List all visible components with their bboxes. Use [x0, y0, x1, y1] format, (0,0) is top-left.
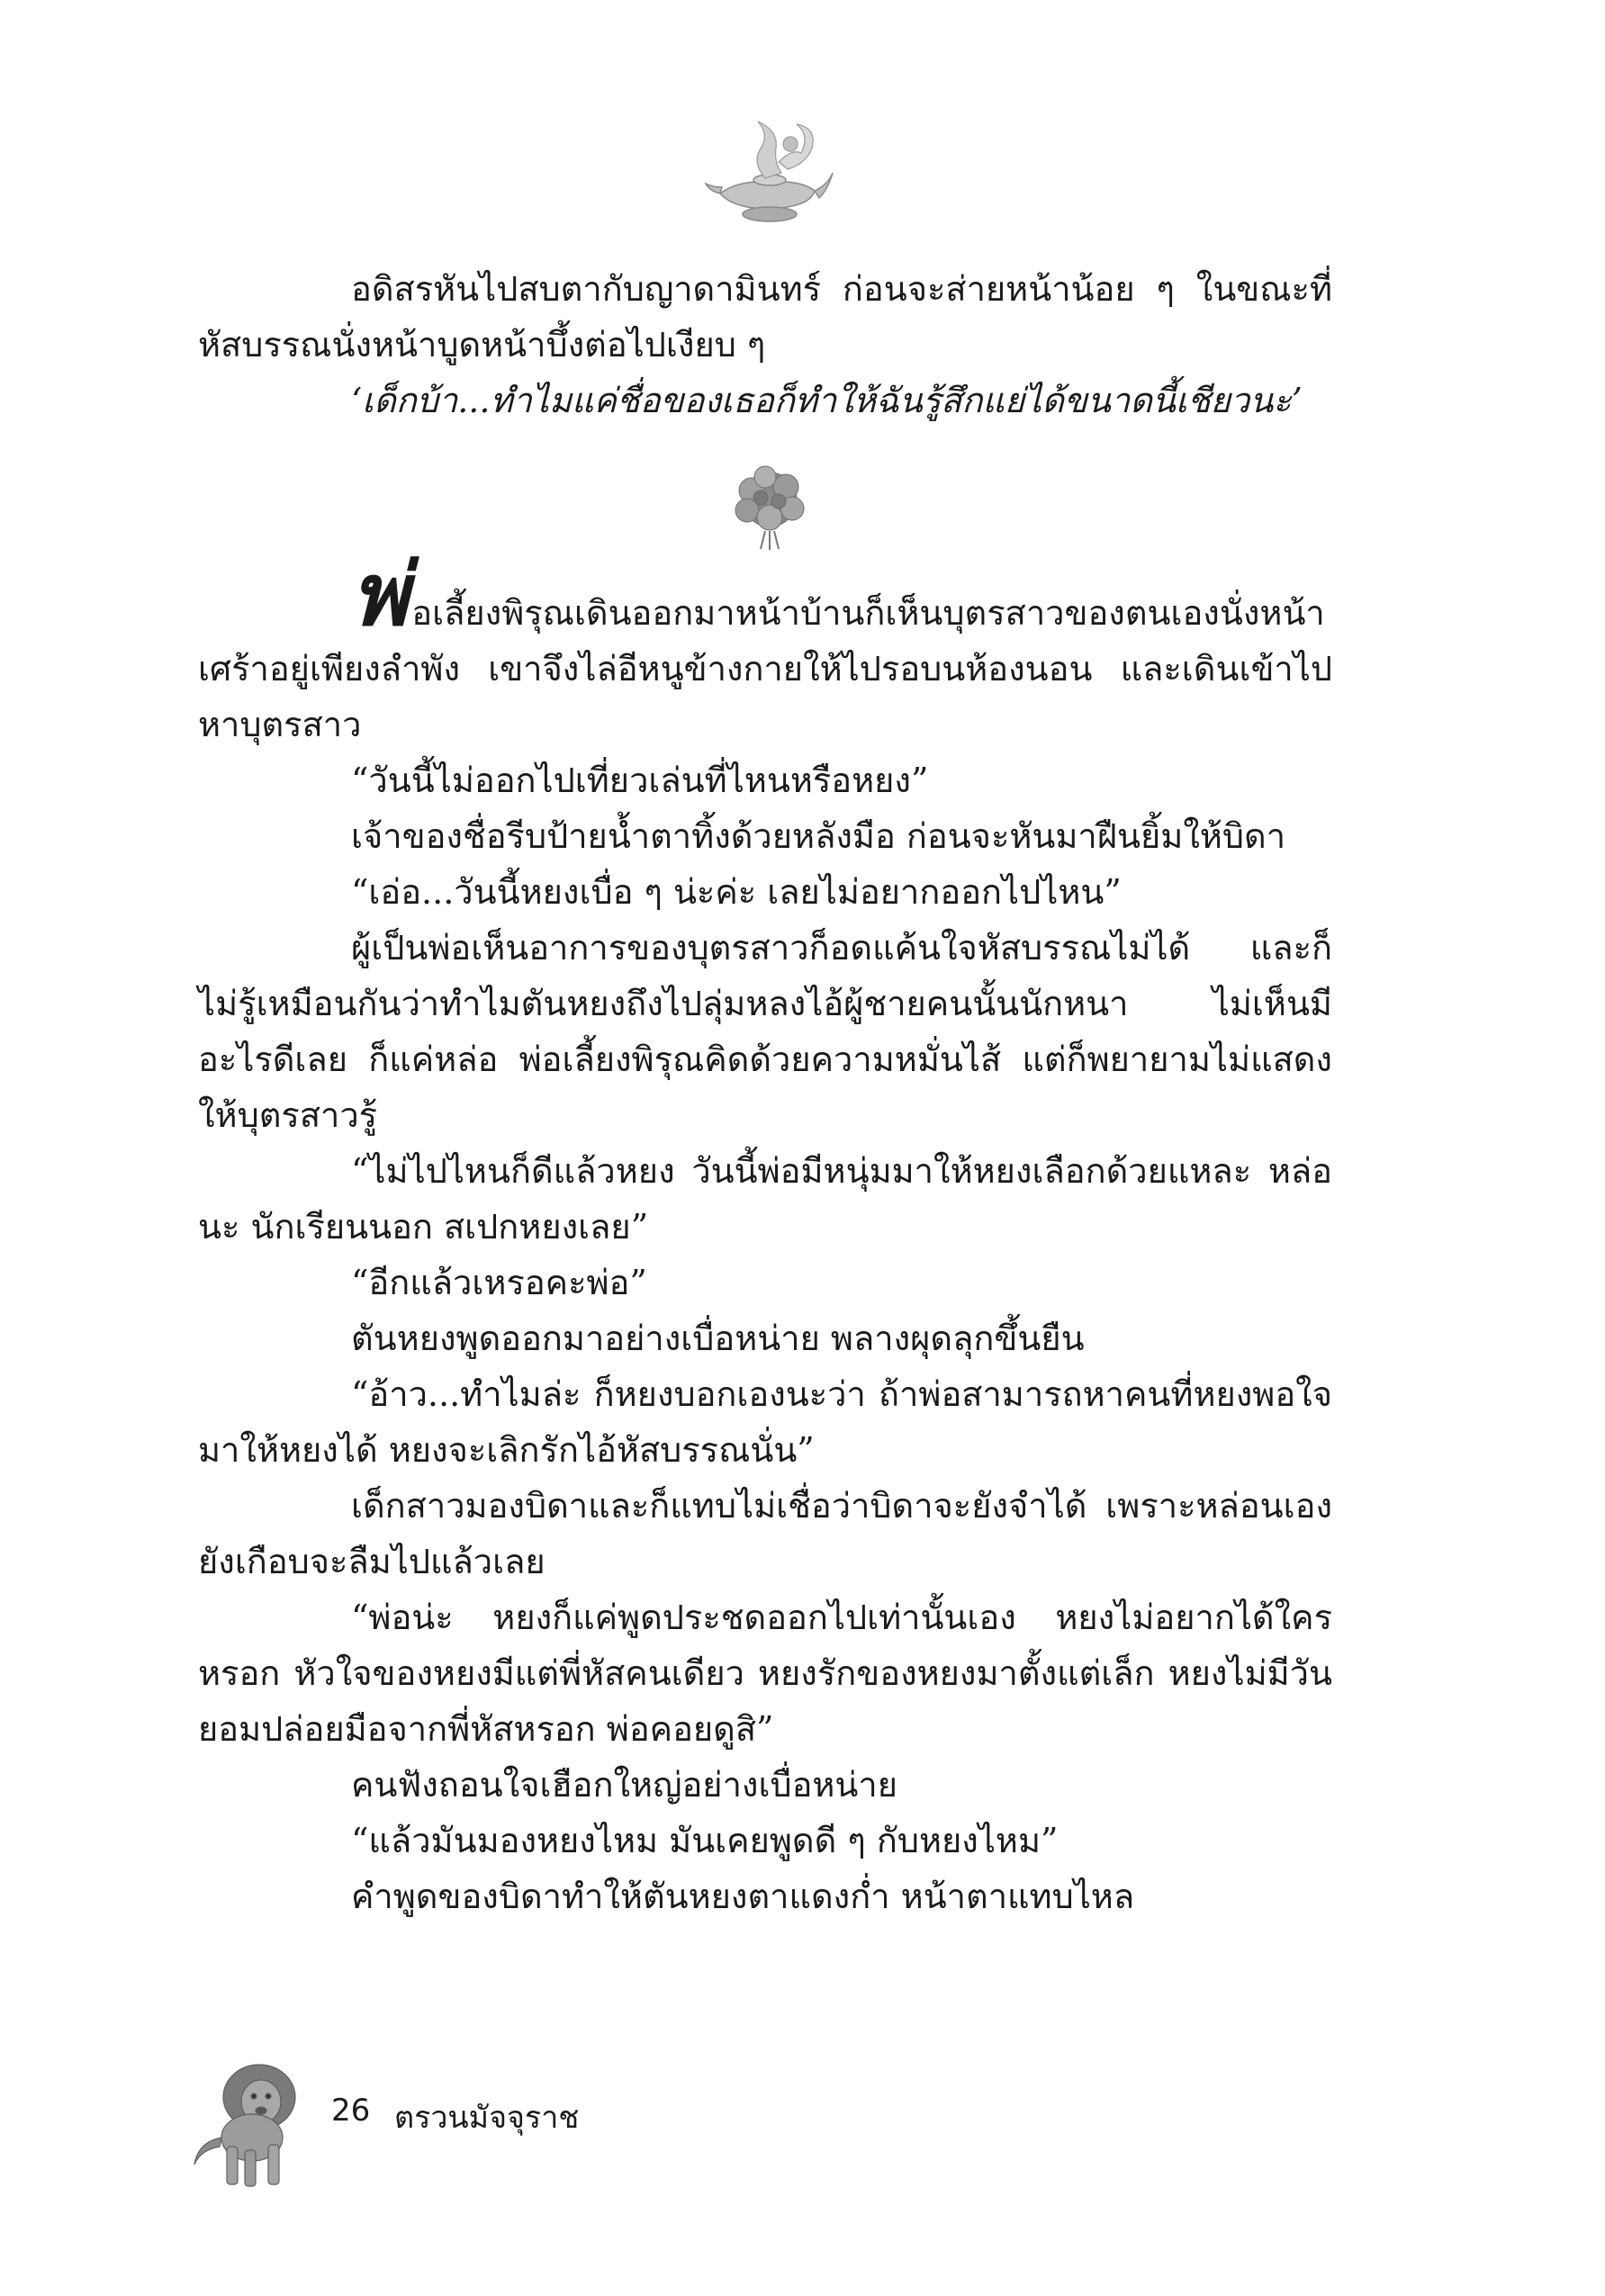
drop-cap: พ่	[351, 544, 409, 645]
dialogue-line: “แล้วมันมองหยงไหม มันเคยพูดดี ๆ กับหยงไหม”	[351, 1821, 1059, 1860]
paragraph: เด็กสาวมองบิดาและก็แทบไม่เชื่อว่าบิดาจะยังจำได้ เพราะหล่อนเองยังเกือบจะลืมไปแล้วเลย	[198, 1486, 1332, 1581]
dialogue-paragraph: “ไม่ไปไหนก็ดีแล้วหยง วันนี้พ่อมีหนุ่มมาให้หยงเลือกด้วยแหละ หล่อนะ นักเรียนนอก สเปกหยงเลย”	[198, 1151, 1332, 1247]
narration-line: ตันหยงพูดออกมาอย่างเบื่อหน่าย พลางผุดลุกขึ้นยืน	[351, 1319, 1085, 1358]
opening-passage	[198, 261, 1332, 428]
dialogue-paragraph: “อ้าว...ทำไมล่ะ ก็หยงบอกเองนะว่า ถ้าพ่อสามารถหาคนที่หยงพอใจมาให้หยงได้ หยงจะเลิกรักไอ้หัสบรรณนั่น”	[198, 1374, 1332, 1470]
dialogue-line: “เอ่อ...วันนี้หยงเบื่อ ๆ น่ะค่ะ เลยไม่อยากออกไปไหน”	[351, 872, 1122, 912]
dialogue-line: “อีกแล้วเหรอคะพ่อ”	[351, 1263, 647, 1302]
page-footer	[189, 2057, 819, 2201]
narration-line: คำพูดของบิดาทำให้ตันหยงตาแดงก่ำ หน้าตาแทบไหล	[351, 1877, 1135, 1916]
paragraph: ผู้เป็นพ่อเห็นอาการของบุตรสาวก็อดแค้นใจหัสบรรณไม่ได้ และก็ไม่รู้เหมือนกันว่าทำไมตันหยงถึงไปลุ่มหลงไอ้ผู้ชายคนนั้นนักหนา ไม่เห็นมีอะไรดีเลย ก็แค่หล่อ พ่อเลี้ยงพิรุณคิดด้วยความหมั่นไส้ แต่ก็พยายามไม่แสดงให้บุตรสาวรู้	[198, 928, 1332, 1135]
dialogue-paragraph: “พ่อน่ะ หยงก็แค่พูดประชดออกไปเท่านั้นเอง หยงไม่อยากได้ใครหรอก หัวใจของหยงมีแต่พี่หัสคนเดียว หยงรักของหยงมาตั้งแต่เล็ก หยงไม่มีวันยอมปล่อยมือจากพี่หัสหรอก พ่อคอยดูสิ”	[198, 1598, 1332, 1749]
narration-line: เจ้าของชื่อรีบป้ายน้ำตาทิ้งด้วยหลังมือ ก่อนจะหันมาฝืนยิ้มให้บิดา	[351, 816, 1286, 856]
paragraph: อดิสรหันไปสบตากับญาดามินทร์ ก่อนจะส่ายหน้าน้อย ๆ ในขณะที่หัสบรรณนั่งหน้าบูดหน้าบึ้งต่อไปเงียบ ๆ	[198, 269, 1332, 365]
opening-paragraph	[198, 544, 1332, 752]
lion-icon	[189, 2057, 306, 2192]
paragraph-text: อเลี้ยงพิรุณเดินออกมาหน้าบ้านก็เห็นบุตรสาวของตนเองนั่งหน้าเศร้าอยู่เพียงลำพัง เขาจึงไล่อีหนูข้างกายให้ไปรอบนห้องนอน และเดินเข้าไปหาบุตรสาว	[198, 593, 1332, 744]
narration-line: คนฟังถอนใจเฮือกใหญ่อย่างเบื่อหน่าย	[351, 1765, 898, 1805]
book-title: ตรวนมัจจุราช	[394, 2100, 580, 2136]
chapter-section	[198, 544, 1332, 1924]
dialogue-line: “วันนี้ไม่ออกไปเที่ยวเล่นที่ไหนหรือหยง”	[351, 761, 929, 800]
page-number: 26	[331, 2093, 371, 2129]
flower-bouquet-icon	[716, 455, 824, 554]
italic-thought: ‘เด็กบ้า...ทำไมแค่ชื่อของเธอก็ทำให้ฉันรู้สึกแย่ได้ขนาดนี้เชียวนะ’	[351, 381, 1303, 420]
genie-lamp-icon	[702, 108, 837, 234]
